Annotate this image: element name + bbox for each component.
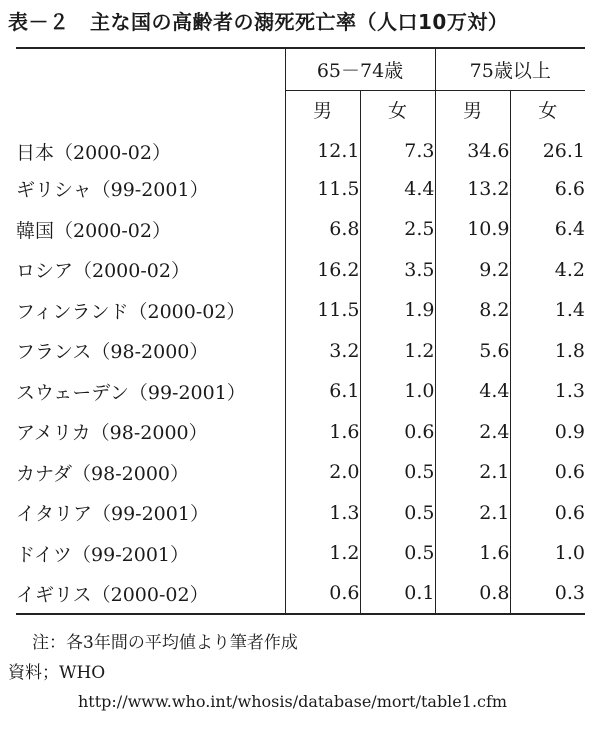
- rate-cell: 2.1: [435, 452, 510, 493]
- rate-cell: 34.6: [435, 128, 510, 169]
- corner-cell: [16, 48, 285, 128]
- country-label: フランス（98-2000）: [16, 341, 209, 364]
- country-label: イタリア（99-2001）: [16, 503, 209, 526]
- rate-cell: 2.0: [285, 452, 360, 493]
- rate-cell: 1.2: [360, 331, 435, 372]
- rate-cell: 2.4: [435, 412, 510, 453]
- note-text: 注：各3年間の平均値より筆者作成: [32, 633, 298, 653]
- table-row: [16, 250, 585, 291]
- table-row: [16, 574, 585, 615]
- rate-cell: 0.8: [435, 574, 510, 615]
- rate-cell: 8.2: [435, 290, 510, 331]
- rate-cell: 0.9: [510, 412, 585, 453]
- sex-header-female: 女: [510, 90, 585, 128]
- mortality-table: [16, 47, 585, 615]
- rate-cell: 0.1: [360, 574, 435, 615]
- rate-cell: 1.2: [285, 533, 360, 574]
- rate-cell: 13.2: [435, 169, 510, 210]
- country-label: フィンランド（2000-02）: [16, 300, 246, 323]
- sex-header-male: 男: [435, 90, 510, 128]
- rate-cell: 9.2: [435, 250, 510, 291]
- table-row: [16, 209, 585, 250]
- table-row: [16, 128, 585, 169]
- rate-cell: 3.2: [285, 331, 360, 372]
- rate-cell: 11.5: [285, 290, 360, 331]
- country-label: ギリシャ（99-2001）: [16, 179, 209, 202]
- country-label: 日本（2000-02）: [16, 141, 171, 164]
- country-label: ドイツ（99-2001）: [16, 543, 190, 566]
- rate-cell: 16.2: [285, 250, 360, 291]
- rate-cell: 1.3: [285, 493, 360, 534]
- source-text: 資料；WHO: [8, 663, 106, 683]
- country-label: アメリカ（98-2000）: [16, 422, 208, 445]
- rate-cell: 0.6: [360, 412, 435, 453]
- table-title: 表－２ 主な国の高齢者の溺死死亡率（人口10万対）: [8, 10, 509, 34]
- sex-header-female: 女: [360, 90, 435, 128]
- rate-cell: 1.6: [435, 533, 510, 574]
- rate-cell: 1.4: [510, 290, 585, 331]
- rate-cell: 1.0: [360, 371, 435, 412]
- table-body: [16, 128, 585, 614]
- table-row: [16, 412, 585, 453]
- rate-cell: 0.5: [360, 493, 435, 534]
- rate-cell: 6.6: [510, 169, 585, 210]
- rate-cell: 2.1: [435, 493, 510, 534]
- sex-header-male: 男: [285, 90, 360, 128]
- rate-cell: 0.6: [510, 452, 585, 493]
- rate-cell: 4.2: [510, 250, 585, 291]
- rate-cell: 0.5: [360, 452, 435, 493]
- table-row: [16, 493, 585, 534]
- rate-cell: 4.4: [360, 169, 435, 210]
- group-header-65-74: 65－74歳: [285, 48, 435, 90]
- rate-cell: 6.4: [510, 209, 585, 250]
- rate-cell: 1.8: [510, 331, 585, 372]
- rate-cell: 0.3: [510, 574, 585, 615]
- group-header-75-plus: 75歳以上: [435, 48, 585, 90]
- rate-cell: 0.6: [510, 493, 585, 534]
- country-label: カナダ（98-2000）: [16, 462, 190, 485]
- rate-cell: 1.0: [510, 533, 585, 574]
- country-label: スウェーデン（99-2001）: [16, 381, 246, 404]
- rate-cell: 4.4: [435, 371, 510, 412]
- country-label: 韓国（2000-02）: [16, 219, 171, 242]
- table-row: [16, 169, 585, 210]
- country-label: イギリス（2000-02）: [16, 574, 285, 615]
- rate-cell: 0.5: [360, 533, 435, 574]
- rate-cell: 2.5: [360, 209, 435, 250]
- rate-cell: 26.1: [510, 128, 585, 169]
- rate-cell: 12.1: [285, 128, 360, 169]
- rate-cell: 1.3: [510, 371, 585, 412]
- table-row: [16, 290, 585, 331]
- table-row: [16, 533, 585, 574]
- rate-cell: 5.6: [435, 331, 510, 372]
- table-row: [16, 331, 585, 372]
- table-row: [16, 371, 585, 412]
- source-url: http://www.who.int/whosis/database/mort/table1.cfm: [78, 692, 508, 711]
- rate-cell: 6.8: [285, 209, 360, 250]
- rate-cell: 3.5: [360, 250, 435, 291]
- country-label: ロシア（2000-02）: [16, 260, 190, 283]
- rate-cell: 7.3: [360, 128, 435, 169]
- rate-cell: 0.6: [285, 574, 360, 615]
- rate-cell: 6.1: [285, 371, 360, 412]
- rate-cell: 1.6: [285, 412, 360, 453]
- rate-cell: 11.5: [285, 169, 360, 210]
- rate-cell: 1.9: [360, 290, 435, 331]
- rate-cell: 10.9: [435, 209, 510, 250]
- table-row: [16, 452, 585, 493]
